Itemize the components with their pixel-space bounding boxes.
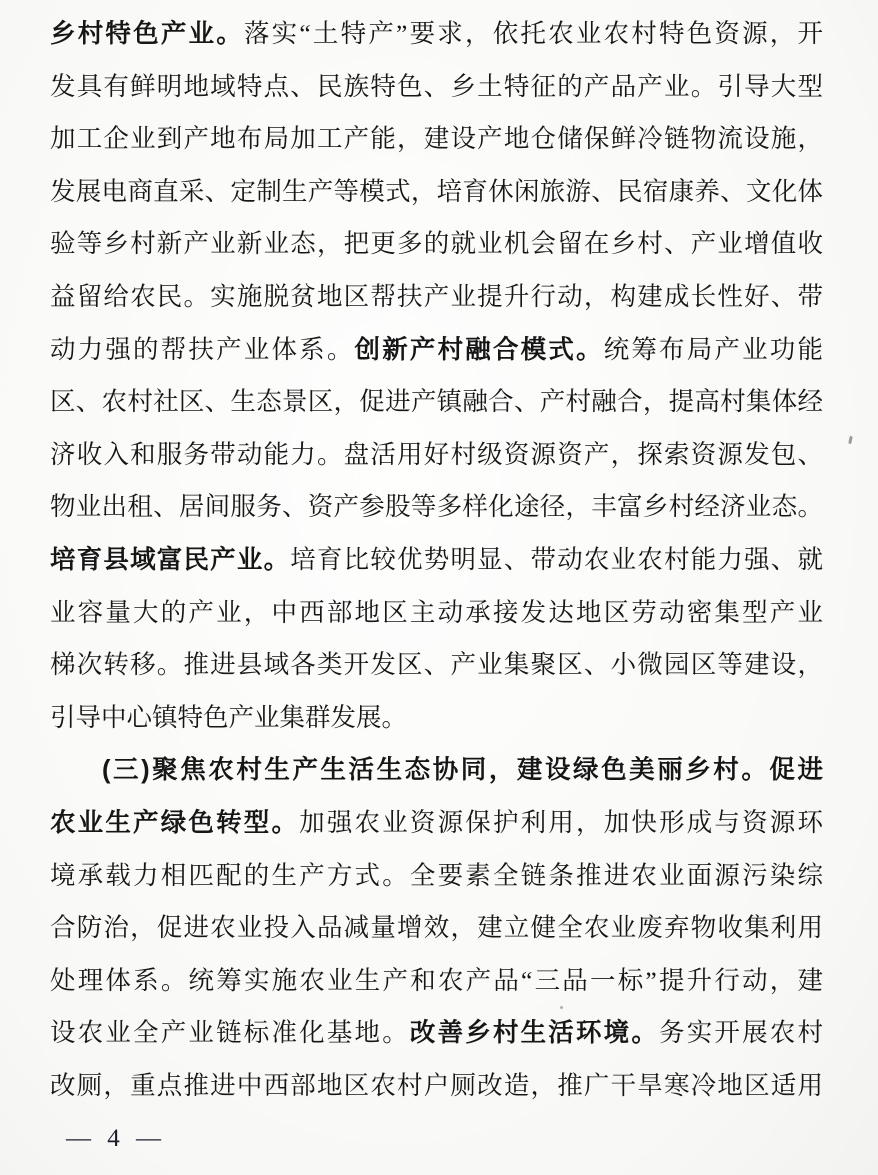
text-line <box>50 534 823 587</box>
bold-heading-run: 培育县域富民产业。 <box>50 545 291 574</box>
text-line <box>50 955 823 1008</box>
text-line <box>50 61 823 114</box>
text-line <box>50 113 823 166</box>
text-run: 业容量大的产业，中西部地区主动承接发达地区劳动密集型产业 <box>50 597 823 627</box>
text-run: 发具有鲜明地域特点、民族特色、乡土特征的产品产业。引导大型 <box>50 71 823 101</box>
page-number: — 4 — <box>66 1125 162 1152</box>
text-run: 验等乡村新产业新业态，把更多的就业机会留在乡村、产业增值收 <box>50 229 823 259</box>
text-line <box>50 1060 823 1113</box>
text-line <box>50 376 823 429</box>
text-line <box>50 271 823 324</box>
bold-heading-run: 乡村特色产业。 <box>50 20 244 48</box>
text-run: 加强农业资源保护利用，加快形成与资源环 <box>299 807 823 837</box>
text-run: 设农业全产业链标准化基地。 <box>50 1018 410 1048</box>
text-run: 物业出租、居间服务、资产参股等多样化途径，丰富乡村经济业态。 <box>50 492 823 522</box>
text-run: 济收入和服务带动能力。盘活用好村级资源资产，探索资源发包、 <box>50 439 823 469</box>
text-run: 处理体系。统筹实施农业生产和农产品“三品一标”提升行动，建 <box>50 965 823 995</box>
text-line <box>50 481 823 534</box>
text-run: 发展电商直采、定制生产等模式，培育休闲旅游、民宿康养、文化体 <box>50 176 823 206</box>
scan-artifact <box>560 1006 563 1009</box>
bold-heading-run: (三)聚焦农村生产生活生态协同，建设绿色美丽乡村。促进 <box>102 756 823 785</box>
text-line <box>50 218 823 271</box>
text-run: 务实开展农村 <box>659 1018 823 1048</box>
text-run: 区、农村社区、生态景区，促进产镇融合、产村融合，提高村集体经 <box>50 387 823 417</box>
text-line <box>50 587 823 640</box>
text-line <box>50 324 823 377</box>
text-line <box>50 1007 823 1060</box>
text-run: 动力强的帮扶产业体系。 <box>50 334 355 364</box>
text-run: 境承载力相匹配的生产方式。全要素全链条推进农业面源污染综 <box>50 860 823 890</box>
text-run: 合防治，促进农业投入品减量增效，建立健全农业废弃物收集利用 <box>50 913 823 943</box>
text-line <box>50 8 823 61</box>
text-line <box>50 692 823 745</box>
bold-heading-run: 改善乡村生活环境。 <box>409 1019 660 1048</box>
text-run: 落实“土特产”要求，依托农业农村特色资源，开 <box>243 19 823 48</box>
text-run: 益留给农民。实施脱贫地区帮扶产业提升行动，构建成长性好、带 <box>50 281 823 311</box>
text-line <box>50 744 823 797</box>
text-line <box>50 166 823 219</box>
bold-heading-run: 创新产村融合模式。 <box>354 335 604 364</box>
text-line <box>50 850 823 903</box>
text-run: 引导中心镇特色产业集群发展。 <box>50 702 408 732</box>
scan-artifact <box>848 436 853 444</box>
text-line <box>50 902 823 955</box>
text-line <box>50 797 823 850</box>
bold-heading-run: 农业生产绿色转型。 <box>50 808 300 837</box>
text-line <box>50 429 823 482</box>
text-run: 梯次转移。推进县域各类开发区、产业集聚区、小微园区等建设， <box>50 650 823 680</box>
text-block <box>50 8 823 1112</box>
text-run: 改厕，重点推进中西部地区农村户厕改造，推广干旱寒冷地区适用 <box>50 1070 823 1100</box>
text-run: 加工企业到产地布局加工产能，建设产地仓储保鲜冷链物流设施， <box>50 124 823 154</box>
text-run: 培育比较优势明显、带动农业农村能力强、就 <box>290 544 823 574</box>
scan-artifact <box>81 663 84 666</box>
text-line <box>50 639 823 692</box>
text-run: 统筹布局产业功能 <box>603 334 823 364</box>
